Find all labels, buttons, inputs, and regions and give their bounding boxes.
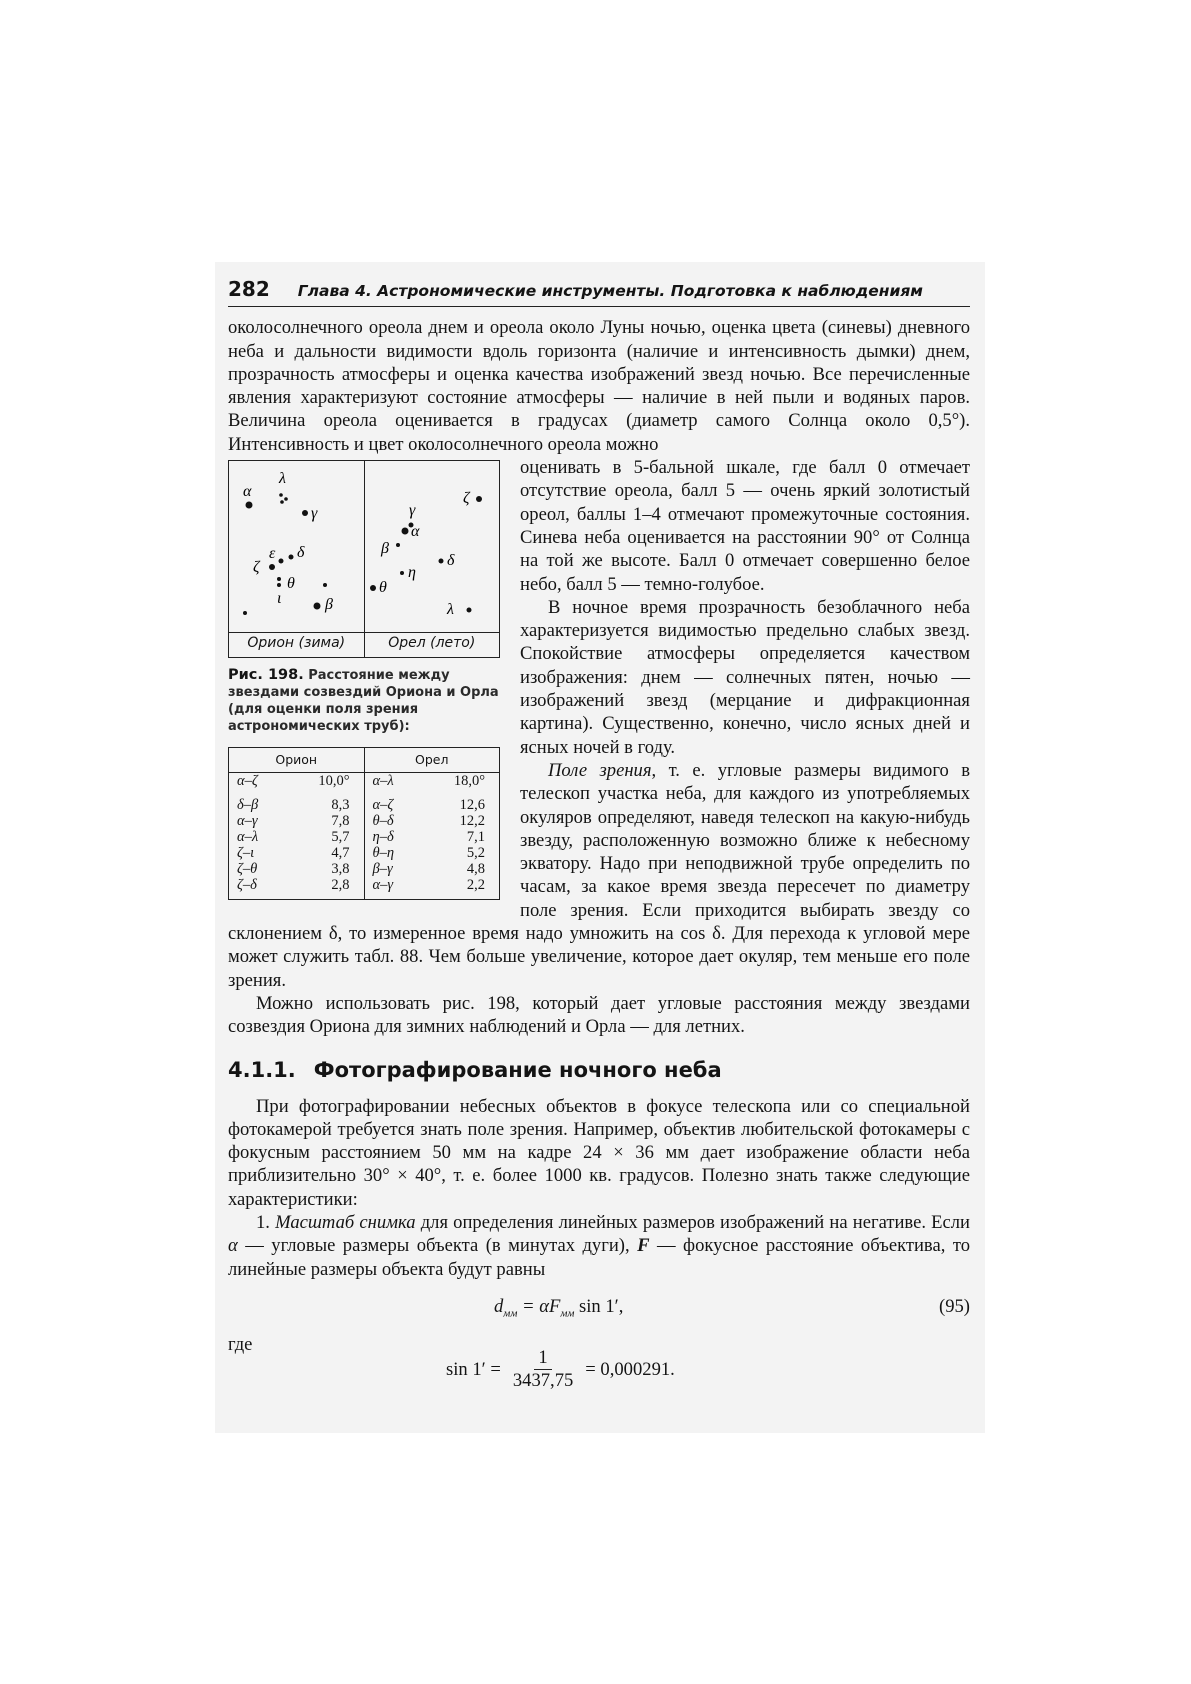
aquila-star-lambda — [446, 601, 472, 618]
aquila-pair: α–ζ — [364, 789, 432, 813]
aquila-pair: β–γ — [364, 861, 432, 877]
aquila-pair: η–δ — [364, 829, 432, 845]
orion-pair: α–ζ — [237, 773, 258, 790]
image-scale-text-b: — угловые размеры объекта (в минутах дуги), — [237, 1235, 638, 1257]
aquila-distance: 18,0° — [453, 773, 485, 790]
table-row — [229, 813, 500, 829]
svg-text:β: β — [325, 596, 333, 614]
svg-text:λ: λ — [279, 470, 286, 488]
svg-text:β: β — [380, 540, 389, 558]
formula-F-sub: мм — [560, 1307, 575, 1320]
svg-text:λ: λ — [446, 601, 454, 619]
svg-text:ζ: ζ — [253, 559, 260, 577]
formula-lhs: d — [494, 1295, 504, 1317]
running-header — [228, 278, 970, 307]
svg-text:ε: ε — [269, 545, 276, 563]
orion-distance: 2,8 — [331, 877, 350, 894]
orion-star-epsilon — [269, 545, 284, 564]
symbol-focal-length: F — [637, 1235, 650, 1257]
orion-pair: ζ–δ — [237, 877, 257, 894]
sin-lhs: sin 1′ = — [446, 1358, 501, 1380]
orion-distance: 10,0° — [318, 773, 350, 790]
star-distance-table — [228, 747, 500, 900]
aquila-distance: 5,2 — [466, 845, 485, 862]
svg-text:θ: θ — [287, 575, 295, 593]
svg-text:α: α — [410, 523, 419, 541]
table-row — [229, 861, 500, 877]
list-number: 1. — [256, 1211, 276, 1233]
orion-distance: 3,8 — [331, 861, 350, 878]
page-number: 282 — [228, 277, 270, 301]
table-header-aquila: Орел — [364, 748, 500, 773]
table-header-row — [229, 748, 500, 773]
aquila-star-eta — [400, 564, 416, 581]
orion-pair: ζ–θ — [237, 861, 258, 878]
sin-expression — [446, 1347, 675, 1392]
formula-rhs: sin 1′, — [574, 1295, 624, 1317]
orion-star-map — [229, 461, 364, 631]
svg-text:ζ: ζ — [462, 490, 469, 508]
svg-text:δ: δ — [446, 552, 454, 570]
running-title: Глава 4. Астрономические инструменты. Подготовка к наблюдениям — [297, 282, 923, 300]
aquila-distance: 2,2 — [466, 877, 485, 894]
section-title: Фотографирование ночного неба — [313, 1057, 722, 1082]
symbol-alpha: α — [228, 1235, 238, 1257]
svg-text:α: α — [243, 483, 252, 501]
term-image-scale: Масштаб снимка — [275, 1211, 416, 1233]
orion-distance: 5,7 — [331, 829, 350, 846]
table-row — [229, 773, 500, 790]
aquila-distance: 7,1 — [466, 829, 485, 846]
figure-198-block — [228, 460, 500, 900]
table-row — [229, 789, 500, 813]
figure-caption-text: Расстояние между звездами созвездий Ориона и Орла (для оценки поля зрения астрономических труб): — [228, 668, 499, 735]
orion-distance: 4,7 — [331, 845, 350, 862]
aquila-pair: θ–η — [364, 845, 432, 861]
orion-star-beta — [243, 596, 333, 615]
image-scale-text-c: — фокусное расстояние объектива, то линейные размеры объекта будут равны — [228, 1235, 971, 1280]
svg-text:γ: γ — [311, 505, 318, 523]
formula-sin-definition — [228, 1333, 970, 1399]
paragraph-night-transparency: В ночное время прозрачность безоблачного неба характеризуется видимостью предельно слабых звезд. Спокойствие атмосферы определяется качеством изображения: днем — солнечных пятен, ночью — изображений звезд (мерцание и дифракционная картина). Существенно, конечно, число ясных дней и ясных ночей в году. — [520, 596, 970, 758]
aquila-pair: α–λ — [364, 773, 432, 790]
table-row — [229, 829, 500, 845]
aquila-star-zeta — [463, 490, 482, 507]
aquila-star-delta — [438, 552, 455, 569]
orion-star-lambda — [278, 470, 288, 504]
orion-pair: δ–β — [237, 797, 259, 814]
svg-text:ι: ι — [277, 590, 282, 608]
orion-star-gamma — [302, 505, 318, 522]
orion-pair: ζ–ι — [237, 845, 255, 862]
figure-198 — [228, 460, 500, 658]
field-of-view-text: , т. е. угловые размеры видимого в телескоп участка неба, для каждого из употребляемых окуляров определяют, наведя телескоп на какую-нибудь звезду, расположенную возможно ближе к небесному экватору. Надо при неподвижной трубе определить по часам, за какое время звезда пересечет по диаметру поле зрения. Если приходится выбирать звезду со склонением δ, то измеренное время надо умножить на cos δ. Для перехода к угловой мере может служить табл. 88. Чем больше увеличение, которое дает окуляр, тем меньше его поле зрения. — [228, 759, 971, 991]
aquila-star-alpha — [401, 523, 420, 540]
aquila-label: Орел (лето) — [388, 634, 476, 651]
aquila-star-beta — [380, 540, 400, 557]
formula-lhs-sub: мм — [503, 1307, 518, 1320]
paragraph-image-scale — [228, 1211, 970, 1281]
orion-label: Орион (зима) — [247, 634, 346, 651]
section-heading — [228, 1057, 970, 1083]
aquila-pair: θ–δ — [364, 813, 432, 829]
fraction-numerator: 1 — [534, 1347, 551, 1370]
book-page — [228, 278, 970, 1399]
orion-star-iota — [277, 583, 327, 607]
paragraph-photography: При фотографировании небесных объектов в фокусе телескопа или со специальной фотокамерой требуется знать поле зрения. Например, объектив любительской фотокамеры с фокусным расстоянием 50 мм на кадре 24 × 36 мм дает изображение области неба приблизительно 30° × 40°, т. е. более 1000 кв. градусов. Полезно знать также следующие характеристики: — [228, 1095, 970, 1210]
aquila-star-theta — [370, 579, 387, 596]
orion-star-delta — [289, 544, 306, 561]
paragraph-atmosphere: околосолнечного ореола днем и ореола около Луны ночью, оценка цвета (синевы) дневного неба и дальности видимости вдоль горизонта (наличие и интенсивность дымки) днем, прозрачность атмосферы и оценка качества изображений звезд ночью. Все перечисленные явления характеризуют состояние атмосферы — наличие в ней пыли и водяных паров. Величина ореола оценивается в градусах (диаметр самого Солнца около 0,5°). Интенсивность и цвет околосолнечного ореола можно — [228, 317, 970, 455]
figure-orion-panel — [229, 461, 364, 657]
figure-caption — [228, 667, 500, 735]
svg-text:η: η — [407, 564, 416, 582]
paragraph-halo-scale: оценивать в 5-бальной шкале, где балл 0 отмечает отсутствие ореола, балл 5 — очень яркий золотистый ореол, баллы 1–4 отмечают промежуточные состояния. Синева неба оценивается на расстоянии 90° от Солнца на той же высоте. Балл 0 отмечает совершенно белое небо, балл 5 — темно-голубое. — [520, 457, 970, 595]
aquila-distance: 12,2 — [459, 813, 485, 830]
table-row — [229, 845, 500, 861]
formula-95-number: (95) — [939, 1295, 970, 1317]
orion-pair: α–γ — [237, 813, 258, 830]
section-number: 4.1.1. — [228, 1057, 296, 1082]
paragraph-figure-reference: Можно использовать рис. 198, который дает угловые расстояния между звездами созвездия Ориона для зимних наблюдений и Орла — для летних. — [228, 992, 970, 1038]
fraction-denominator: 3437,75 — [512, 1369, 574, 1391]
svg-text:δ: δ — [297, 544, 305, 562]
formula-eq: = αF — [517, 1295, 561, 1317]
formula-95-expression — [494, 1295, 623, 1326]
sin-rhs: = 0,000291. — [585, 1358, 675, 1380]
aquila-distance: 4,8 — [466, 861, 485, 878]
aquila-star-map — [365, 461, 500, 631]
figure-caption-number: Рис. 198. — [228, 667, 304, 684]
term-field-of-view: Поле зрения — [548, 759, 652, 781]
table-header-orion: Орион — [229, 748, 365, 773]
image-scale-text-a: для определения линейных размеров изображений на негативе. Если — [415, 1211, 971, 1233]
svg-text:γ: γ — [408, 502, 415, 520]
formula-95 — [228, 1295, 970, 1325]
aquila-distance: 12,6 — [459, 797, 485, 814]
orion-distance: 7,8 — [331, 813, 350, 830]
sin-fraction — [509, 1347, 577, 1392]
orion-distance: 8,3 — [331, 797, 350, 814]
table-row — [229, 877, 500, 900]
orion-pair: α–λ — [237, 829, 259, 846]
table-body — [229, 773, 500, 900]
where-word: где — [228, 1333, 253, 1355]
svg-text:θ: θ — [378, 579, 387, 597]
aquila-pair: α–γ — [364, 877, 432, 900]
orion-star-alpha — [243, 483, 253, 509]
figure-aquila-panel — [364, 461, 500, 657]
